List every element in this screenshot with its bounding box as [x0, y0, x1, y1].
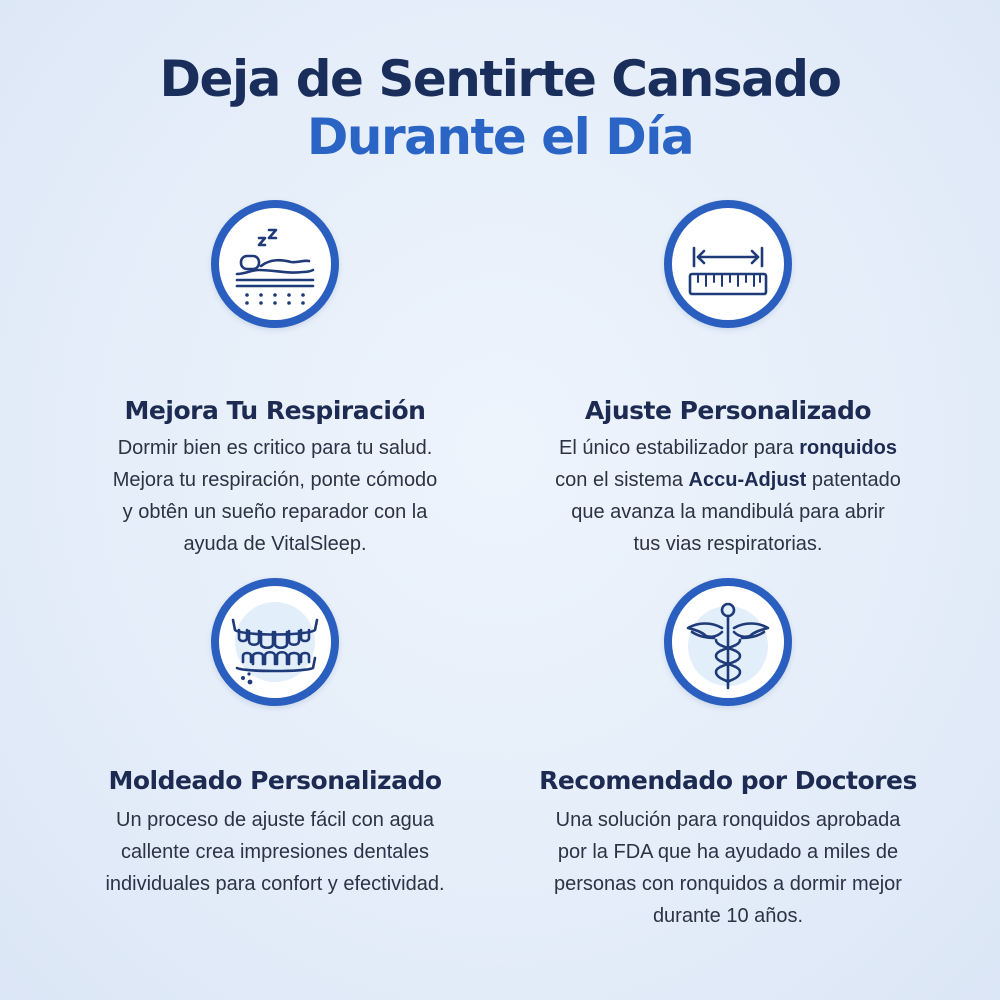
feature-description [498, 432, 958, 560]
teeth-icon-circle [211, 578, 339, 706]
description-bold-text: ronquidos [799, 437, 897, 459]
page-subtitle: Durante el Día [306, 108, 694, 166]
ruler-adjust-icon-circle [664, 200, 792, 328]
description-line [498, 464, 958, 496]
feature-description [45, 804, 505, 900]
page-title: Deja de Sentirte Cansado [159, 50, 841, 108]
ruler-adjust-icon [672, 208, 784, 320]
caduceus-icon-circle [664, 578, 792, 706]
sleeping-person-icon-circle [211, 200, 339, 328]
description-text: patentado [806, 469, 901, 491]
description-line: y obtên un sueño reparador con la [122, 501, 428, 523]
description-line: Dormir bien es critico para tu salud. [117, 437, 433, 459]
feature-custom-fit [498, 200, 958, 560]
feature-breathing [45, 200, 505, 560]
caduceus-icon [672, 586, 784, 698]
feature-title: Mejora Tu Respiración [124, 396, 426, 425]
feature-description [45, 432, 505, 560]
description-text: El único estabilizador para [559, 437, 800, 459]
description-line: Un proceso de ajuste fácil con agua [116, 809, 434, 831]
description-line: por la FDA que ha ayudado a miles de [557, 841, 899, 863]
description-line: ayuda de VitalSleep. [183, 533, 367, 555]
description-line: Mejora tu respiración, ponte cómodo [112, 469, 438, 491]
feature-description [498, 804, 958, 932]
feature-title: Moldeado Personalizado [108, 766, 442, 795]
description-line: Una solución para ronquidos aprobada [555, 809, 901, 831]
feature-title: Ajuste Personalizado [584, 396, 872, 425]
description-line: individuales para confort y efectividad. [105, 873, 445, 895]
description-bold-text: Accu-Adjust [688, 469, 807, 491]
description-line: durante 10 años. [652, 905, 804, 927]
description-line: personas con ronquidos a dormir mejor [554, 873, 902, 895]
feature-title: Recomendado por Doctores [539, 766, 917, 795]
feature-doctor-recommended [498, 578, 958, 938]
description-line [498, 432, 958, 464]
description-text: con el sistema [555, 469, 689, 491]
sleeping-person-icon [219, 208, 331, 320]
feature-custom-molding [45, 578, 505, 918]
description-line: callente crea impresiones dentales [121, 841, 429, 863]
teeth-icon [219, 586, 331, 698]
description-line: tus vias respiratorias. [633, 533, 823, 555]
description-line: que avanza la mandibulá para abrir [571, 501, 885, 523]
